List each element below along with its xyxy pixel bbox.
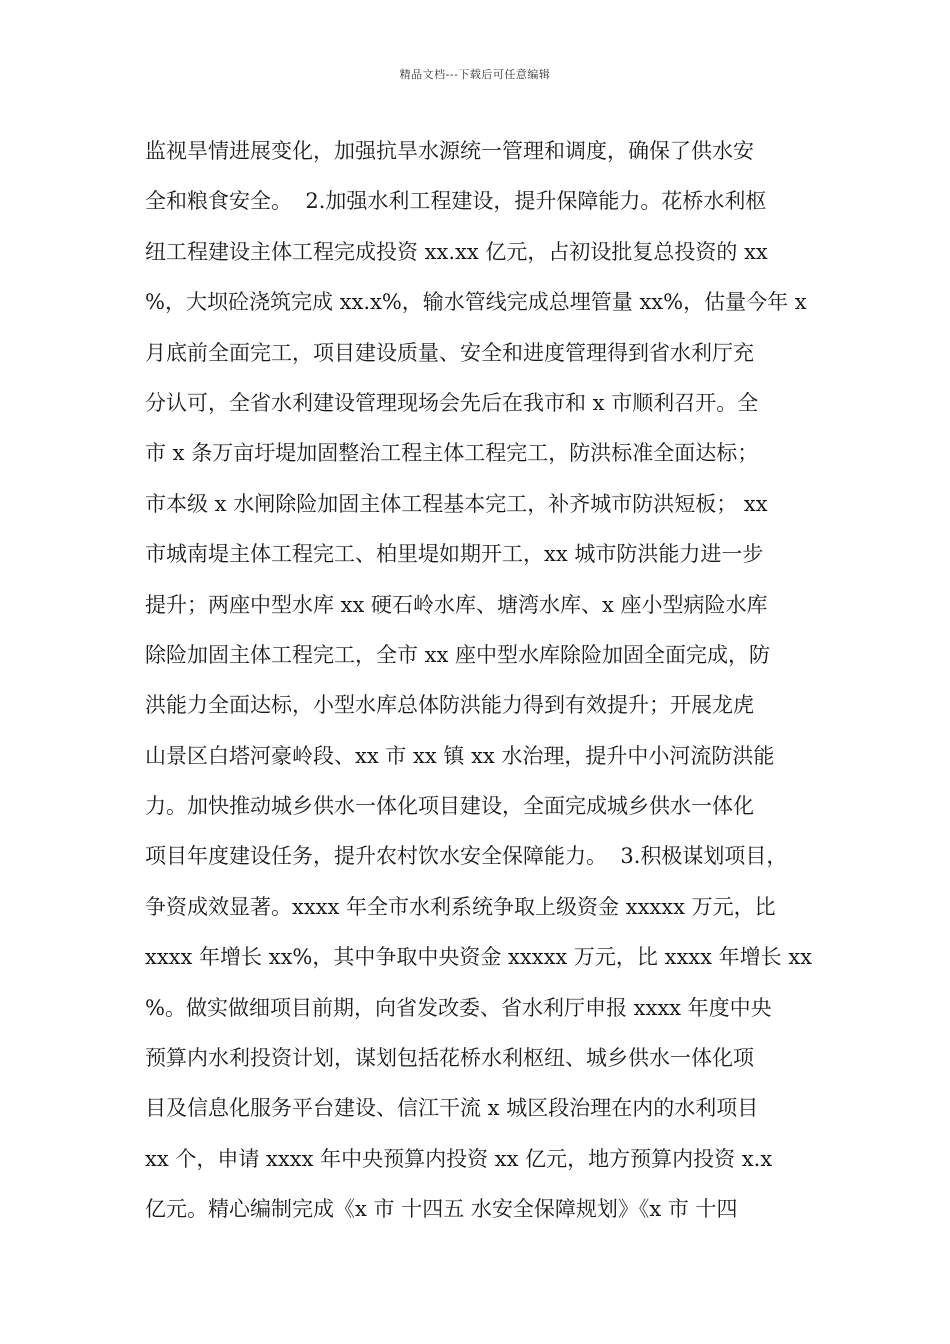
text-line: 山景区白塔河豪岭段、xx 市 xx 镇 xx 水治理，提升中小河流防洪能 [145,743,775,768]
text-line: 力。加快推动城乡供水一体化项目建设，全面完成城乡供水一体化 [145,794,754,819]
text-line: %。做实做细项目前期，向省发改委、省水利厅申报 xxxx 年度中央 [145,995,772,1020]
body-text [145,126,813,1235]
text-line: 市城南堤主体工程完工、柏里堤如期开工，xx 城市防洪能力进一步 [145,542,764,567]
text-line: %，大坝砼浇筑完成 xx.x%，输水管线完成总埋管量 xx%，估量今年 x [145,290,807,315]
text-line: 目及信息化服务平台建设、信江干流 x 城区段治理在内的水利项目 [145,1096,759,1121]
text-line: 项目年度建设任务，提升农村饮水安全保障能力。 3.积极谋划项目， [145,844,788,869]
page-header: 精品文档---下载后可任意编辑 [399,68,551,81]
text-line: xx 个，申请 xxxx 年中央预算内投资 xx 亿元，地方预算内投资 x.x [145,1146,773,1171]
text-line: 纽工程建设主体工程完成投资 xx.xx 亿元，占初设批复总投资的 xx [145,239,768,264]
text-line: 分认可，全省水利建设管理现场会先后在我市和 x 市顺利召开。全 [145,390,759,415]
text-line: 争资成效显著。xxxx 年全市水利系统争取上级资金 xxxxx 万元，比 [145,894,776,919]
text-line: 全和粮食安全。 2.加强水利工程建设，提升保障能力。花桥水利枢 [145,189,767,214]
text-line: 洪能力全面达标，小型水库总体防洪能力得到有效提升；开展龙虎 [145,693,754,718]
text-line: xxxx 年增长 xx%，其中争取中央资金 xxxxx 万元，比 xxxx 年增长 xx [145,945,813,970]
text-line: 除险加固主体工程完工，全市 xx 座中型水库除险加固全面完成，防 [145,642,771,667]
text-line: 亿元。精心编制完成《x 市 十四五 水安全保障规划》《x 市 十四 [145,1197,738,1222]
text-line: 市本级 x 水闸除险加固主体工程基本完工，补齐城市防洪短板； xx [145,491,768,516]
text-line: 提升；两座中型水库 xx 硬石岭水库、塘湾水库、x 座小型病险水库 [145,592,768,617]
text-line: 月底前全面完工，项目建设质量、安全和进度管理得到省水利厅充 [145,340,754,365]
text-line: 市 x 条万亩圩堤加固整治工程主体工程完工，防洪标准全面达标； [145,441,759,466]
text-line: 监视旱情进展变化，加强抗旱水源统一管理和调度，确保了供水安 [145,139,754,163]
text-line: 预算内水利投资计划，谋划包括花桥水利枢纽、城乡供水一体化项 [145,1046,754,1071]
